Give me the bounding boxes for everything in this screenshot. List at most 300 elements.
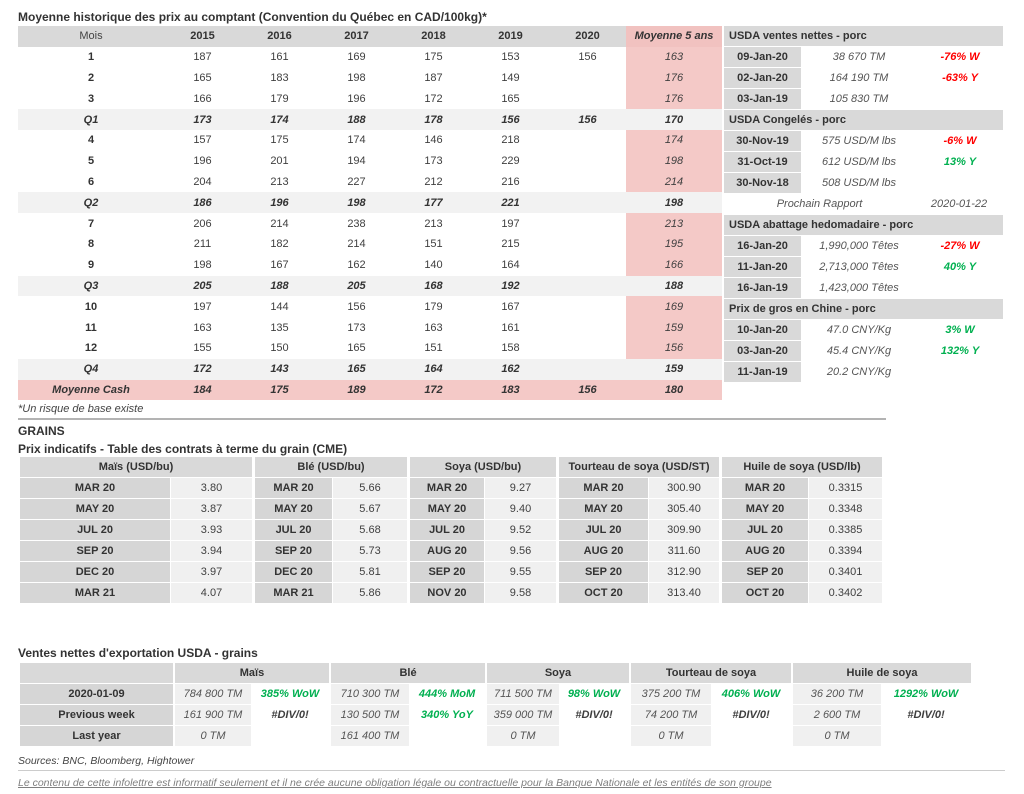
price-value-cell: 163 [193,321,212,334]
futures-row [722,520,882,540]
export-qty-cell: 710 300 TM [331,684,409,704]
price-avg-cell: 159 [626,359,722,380]
price-value-cell: 169 [347,51,366,64]
price-value-cell: 156 [549,380,626,401]
panel-row [724,68,1003,88]
price-row [18,380,722,401]
footer-divider [18,770,1005,771]
panel-date-cell: 03-Jan-19 [724,89,801,109]
export-row [20,684,971,704]
price-value-cell: 188 [241,276,318,297]
futures-month-cell: MAR 20 [255,478,332,498]
futures-row [722,541,882,561]
futures-row [255,541,407,561]
price-row [18,276,722,297]
price-value-cell: 172 [164,359,241,380]
price-value-cell: 221 [472,192,549,213]
price-row [18,109,722,130]
export-change-cell: 340% YoY [421,709,473,721]
price-value-cell: 198 [193,259,212,272]
futures-row [255,520,407,540]
futures-row [559,520,719,540]
futures-price-cell: 9.52 [485,520,556,540]
price-value-cell: 149 [501,71,520,84]
export-commodity-cells [793,726,971,746]
price-avg-cell: 156 [626,338,722,359]
export-commodity-cells [331,705,485,725]
futures-group-header: Blé (USD/bu) [255,457,407,477]
price-avg-cell: 163 [626,47,722,68]
futures-month-cell: NOV 20 [410,583,484,603]
panel-value-cell: 45.4 CNY/Kg [826,345,892,357]
price-value-cell: 205 [318,276,395,297]
futures-group [559,457,719,604]
price-value-cell: 173 [347,321,366,334]
price-row-label: 11 [85,321,97,334]
futures-month-cell: MAY 20 [559,499,648,519]
futures-price-cell: 5.66 [333,478,407,498]
disclaimer-link[interactable]: Le contenu de cette infolettre est informatif seulement et il ne crée aucune obligation légale ou contractuelle pour la Banque Nationale et les entités de son groupe [18,777,772,789]
price-value-cell [549,276,626,297]
price-row [18,192,722,213]
futures-group [410,457,556,604]
panel-date-cell: 11-Jan-19 [724,362,801,382]
futures-month-cell: SEP 20 [410,562,484,582]
futures-row [559,562,719,582]
futures-price-cell: 3.93 [171,520,252,540]
price-avg-cell: 176 [626,68,722,89]
futures-month-cell: JUL 20 [410,520,484,540]
export-change-cell: 98% WoW [567,688,621,700]
export-change-cell: #DIV/0! [575,709,613,721]
futures-month-cell: AUG 20 [410,541,484,561]
panel-change-cell: 3% W [945,324,975,336]
panel-section-header: Prix de gros en Chine - porc [724,299,1003,319]
price-row [18,338,722,359]
price-avg-cell: 188 [626,276,722,297]
panel-section-header: USDA abattage hedomadaire - porc [724,215,1003,235]
export-corner-cell [20,663,173,683]
futures-row [20,562,252,582]
panel-row [724,47,1003,67]
price-value-cell [549,88,626,109]
panel-row [724,152,1003,172]
price-value-cell: 162 [347,259,366,272]
panel-date-cell: 09-Jan-20 [724,47,801,67]
futures-month-cell: JUL 20 [20,520,170,540]
export-qty-cell: 161 400 TM [331,726,409,746]
export-qty-cell: 36 200 TM [793,684,881,704]
price-value-cell: 172 [424,92,443,105]
price-row [18,47,722,68]
price-row [18,255,722,276]
pork-side-panel [724,26,1003,383]
price-value-cell: 179 [270,92,289,105]
export-commodity-cells [631,726,791,746]
price-value-cell: 166 [193,92,212,105]
price-table-title: Moyenne historique des prix au comptant (Convention du Québec en CAD/100kg)* [18,10,487,24]
price-value-cell: 218 [501,134,520,147]
price-value-cell: 189 [318,380,395,401]
futures-row [410,499,556,519]
price-avg-cell: 170 [626,109,722,130]
futures-month-cell: MAR 21 [20,583,170,603]
price-value-cell: 173 [164,109,241,130]
price-value-cell: 212 [424,175,443,188]
price-header-cell: 2019 [472,26,549,47]
price-value-cell: 215 [501,238,520,251]
futures-row [410,478,556,498]
futures-row [722,478,882,498]
futures-month-cell: DEC 20 [20,562,170,582]
panel-change-cell [917,173,1003,193]
panel-date-cell: 31-Oct-19 [724,152,801,172]
export-change-cell: #DIV/0! [271,709,309,721]
futures-price-cell: 5.73 [333,541,407,561]
price-row [18,151,722,172]
price-value-cell: 164 [501,259,520,272]
export-qty-cell: 359 000 TM [487,705,559,725]
futures-month-cell: MAY 20 [255,499,332,519]
price-row [18,359,722,380]
panel-change-cell [917,89,1003,109]
panel-row [724,131,1003,151]
price-row [18,317,722,338]
price-value-cell: 183 [270,71,289,84]
futures-month-cell: MAR 20 [559,478,648,498]
price-value-cell: 213 [424,217,443,230]
price-row-label: 3 [87,92,95,105]
export-qty-cell: 375 200 TM [631,684,711,704]
price-value-cell: 174 [347,134,366,147]
export-commodity-header: Huile de soya [793,663,971,683]
export-qty-cell: 711 500 TM [487,684,559,704]
export-change-cell: 385% WoW [260,688,320,700]
export-commodity-header: Blé [331,663,485,683]
price-avg-cell: 169 [626,296,722,317]
panel-row [724,320,1003,340]
price-value-cell: 162 [472,359,549,380]
price-value-cell: 164 [395,359,472,380]
price-avg-cell: 176 [626,88,722,109]
price-value-cell: 211 [193,238,212,251]
panel-value-cell: 47.0 CNY/Kg [826,324,892,336]
panel-section-header: USDA ventes nettes - porc [724,26,1003,46]
price-value-cell: 177 [395,192,472,213]
panel-value-cell: 1,423,000 Têtes [819,282,899,294]
panel-row [724,278,1003,298]
export-row [20,705,971,725]
export-qty-cell: 130 500 TM [331,705,409,725]
futures-price-cell: 5.86 [333,583,407,603]
panel-change-cell: -76% W [940,51,980,63]
panel-value-cell: 38 670 TM [832,51,886,63]
price-value-cell: 165 [501,92,520,105]
export-change-cell [711,726,791,746]
panel-change-cell: 13% Y [943,156,977,168]
panel-section-header: USDA Congelés - porc [724,110,1003,130]
price-avg-cell: 198 [626,151,722,172]
export-sales-table [20,663,971,747]
price-row-label: Q4 [18,359,164,380]
price-header-cell: 2018 [395,26,472,47]
price-value-cell: 155 [193,342,212,355]
price-value-cell: 205 [164,276,241,297]
futures-price-cell: 5.68 [333,520,407,540]
futures-month-cell: JUL 20 [255,520,332,540]
futures-row [20,541,252,561]
price-value-cell [549,359,626,380]
price-header-cell: Mois [18,26,164,47]
price-value-cell: 204 [193,175,212,188]
futures-row [559,541,719,561]
export-qty-cell: 0 TM [793,726,881,746]
price-value-cell: 158 [501,342,520,355]
price-row-label: 8 [87,238,95,251]
price-table-body [18,26,722,400]
price-value-cell: 175 [241,380,318,401]
price-header-row [18,26,722,47]
futures-group [20,457,252,604]
price-avg-cell: 180 [626,380,722,401]
futures-price-cell: 5.67 [333,499,407,519]
price-row [18,234,722,255]
grain-futures-table [20,457,882,604]
panel-date-cell: 02-Jan-20 [724,68,801,88]
price-value-cell: 173 [424,155,443,168]
futures-price-cell: 3.97 [171,562,252,582]
futures-month-cell: MAY 20 [410,499,484,519]
futures-group [722,457,882,604]
panel-row [724,362,1003,382]
price-value-cell: 182 [270,238,289,251]
price-value-cell [549,296,626,317]
export-row-label: Last year [20,726,173,746]
futures-row [410,520,556,540]
price-value-cell: 151 [424,342,443,355]
futures-price-cell: 0.3394 [809,541,882,561]
panel-change-cell: -27% W [940,240,980,252]
price-value-cell: 178 [395,109,472,130]
futures-month-cell: SEP 20 [255,541,332,561]
price-value-cell: 187 [424,71,443,84]
futures-row [255,499,407,519]
export-change-cell: #DIV/0! [907,709,945,721]
futures-row [20,499,252,519]
price-value-cell [549,192,626,213]
price-value-cell [549,255,626,276]
panel-value-cell: 20.2 CNY/Kg [826,366,892,378]
futures-month-cell: SEP 20 [20,541,170,561]
price-value-cell [549,338,626,359]
price-row [18,130,722,151]
panel-value-cell: 164 190 TM [829,72,889,84]
panel-value-cell: 1,990,000 Têtes [819,240,899,252]
panel-date-cell: 16-Jan-19 [724,278,801,298]
futures-table-title: Prix indicatifs - Table des contrats à terme du grain (CME) [18,442,348,456]
base-risk-footnote: *Un risque de base existe [18,403,144,415]
price-value-cell [549,234,626,255]
futures-month-cell: MAR 20 [410,478,484,498]
price-value-cell: 188 [318,109,395,130]
price-row-label: 6 [87,175,95,188]
price-table [18,26,722,400]
futures-month-cell: MAY 20 [20,499,170,519]
price-value-cell: 165 [318,359,395,380]
price-row-label: Q3 [18,276,164,297]
futures-row [722,562,882,582]
futures-price-cell: 0.3348 [809,499,882,519]
export-commodity-header: Maïs [175,663,329,683]
panel-date-cell: 11-Jan-20 [724,257,801,277]
export-table-title: Ventes nettes d'exportation USDA - grains [18,646,258,660]
panel-date-cell: 16-Jan-20 [724,236,801,256]
export-commodity-header: Tourteau de soya [631,663,791,683]
price-header-cell: Moyenne 5 ans [626,26,722,47]
futures-month-cell: SEP 20 [559,562,648,582]
price-value-cell [549,213,626,234]
section-divider [18,418,886,420]
price-row-label: 12 [84,342,98,355]
price-value-cell: 156 [472,109,549,130]
export-commodity-cells [487,726,629,746]
export-qty-cell: 74 200 TM [631,705,711,725]
price-value-cell: 197 [193,300,212,313]
export-commodity-cells [487,684,629,704]
futures-row [255,478,407,498]
futures-row [255,562,407,582]
futures-price-cell: 3.80 [171,478,252,498]
panel-change-cell: -6% W [943,135,977,147]
price-value-cell: 179 [424,300,443,313]
price-value-cell: 156 [549,109,626,130]
panel-value-cell: 105 830 TM [829,93,889,105]
futures-price-cell: 312.90 [649,562,719,582]
price-header-cell: 2020 [549,26,626,47]
futures-month-cell: JUL 20 [559,520,648,540]
panel-change-cell [917,278,1003,298]
futures-month-cell: JUL 20 [722,520,808,540]
export-row [20,726,971,746]
price-row-label: 2 [87,71,95,84]
price-value-cell: 175 [424,51,443,64]
futures-price-cell: 311.60 [649,541,719,561]
price-row [18,172,722,193]
price-avg-cell: 166 [626,255,722,276]
price-value-cell: 161 [501,321,520,334]
price-value-cell: 165 [347,342,366,355]
export-commodity-cells [175,705,329,725]
export-change-cell: #DIV/0! [732,709,770,721]
futures-price-cell: 9.56 [485,541,556,561]
export-commodity-cells [793,705,971,725]
futures-row [559,478,719,498]
futures-group-header: Tourteau de soya (USD/ST) [559,457,719,477]
price-value-cell: 196 [241,192,318,213]
panel-date-cell: 30-Nov-19 [724,131,801,151]
futures-price-cell: 0.3401 [809,562,882,582]
export-commodity-cells [631,705,791,725]
price-avg-cell: 214 [626,172,722,193]
price-row-label: Moyenne Cash [18,380,164,401]
export-commodity-cells [487,705,629,725]
price-value-cell: 167 [501,300,520,313]
price-value-cell [549,151,626,172]
futures-month-cell: OCT 20 [559,583,648,603]
export-qty-cell: 0 TM [631,726,711,746]
price-value-cell: 184 [164,380,241,401]
futures-row [255,583,407,603]
panel-row [724,341,1003,361]
futures-row [559,583,719,603]
price-value-cell: 213 [270,175,289,188]
price-value-cell: 135 [270,321,289,334]
price-header-cell: 2015 [164,26,241,47]
price-value-cell: 238 [347,217,366,230]
futures-row [20,583,252,603]
export-change-cell [559,726,629,746]
futures-row [20,520,252,540]
export-change-cell [881,726,971,746]
futures-price-cell: 313.40 [649,583,719,603]
price-value-cell: 150 [270,342,289,355]
panel-change-cell [917,362,1003,382]
price-avg-cell: 195 [626,234,722,255]
price-value-cell: 196 [347,92,366,105]
export-commodity-header: Soya [487,663,629,683]
futures-price-cell: 5.81 [333,562,407,582]
price-value-cell: 167 [270,259,289,272]
price-value-cell: 151 [424,238,443,251]
panel-row [724,173,1003,193]
futures-price-cell: 309.90 [649,520,719,540]
futures-price-cell: 300.90 [649,478,719,498]
futures-price-cell: 3.94 [171,541,252,561]
panel-note-label: Prochain Rapport [776,198,863,210]
panel-value-cell: 508 USD/M lbs [822,177,896,189]
panel-value-cell: 575 USD/M lbs [822,135,896,147]
futures-group-header: Soya (USD/bu) [410,457,556,477]
export-header-row [20,663,971,683]
price-value-cell: 206 [193,217,212,230]
export-row-label: Previous week [20,705,173,725]
price-header-cell: 2017 [318,26,395,47]
futures-row [722,583,882,603]
price-row-label: 9 [87,259,95,272]
export-change-cell [409,726,485,746]
export-qty-cell: 2 600 TM [793,705,881,725]
price-row-label: Q1 [18,109,164,130]
futures-row [410,583,556,603]
price-value-cell: 146 [424,134,443,147]
price-row [18,88,722,109]
price-value-cell [549,317,626,338]
futures-row [722,499,882,519]
price-value-cell: 198 [318,192,395,213]
futures-row [410,562,556,582]
futures-price-cell: 9.58 [485,583,556,603]
futures-month-cell: MAR 20 [20,478,170,498]
price-row-label: Q2 [18,192,164,213]
price-row-label: 10 [84,300,98,313]
export-qty-cell: 0 TM [175,726,251,746]
futures-month-cell: AUG 20 [722,541,808,561]
export-commodity-cells [175,726,329,746]
price-row [18,296,722,317]
price-row-label: 1 [87,51,95,64]
price-value-cell: 198 [347,71,366,84]
price-value-cell [549,130,626,151]
